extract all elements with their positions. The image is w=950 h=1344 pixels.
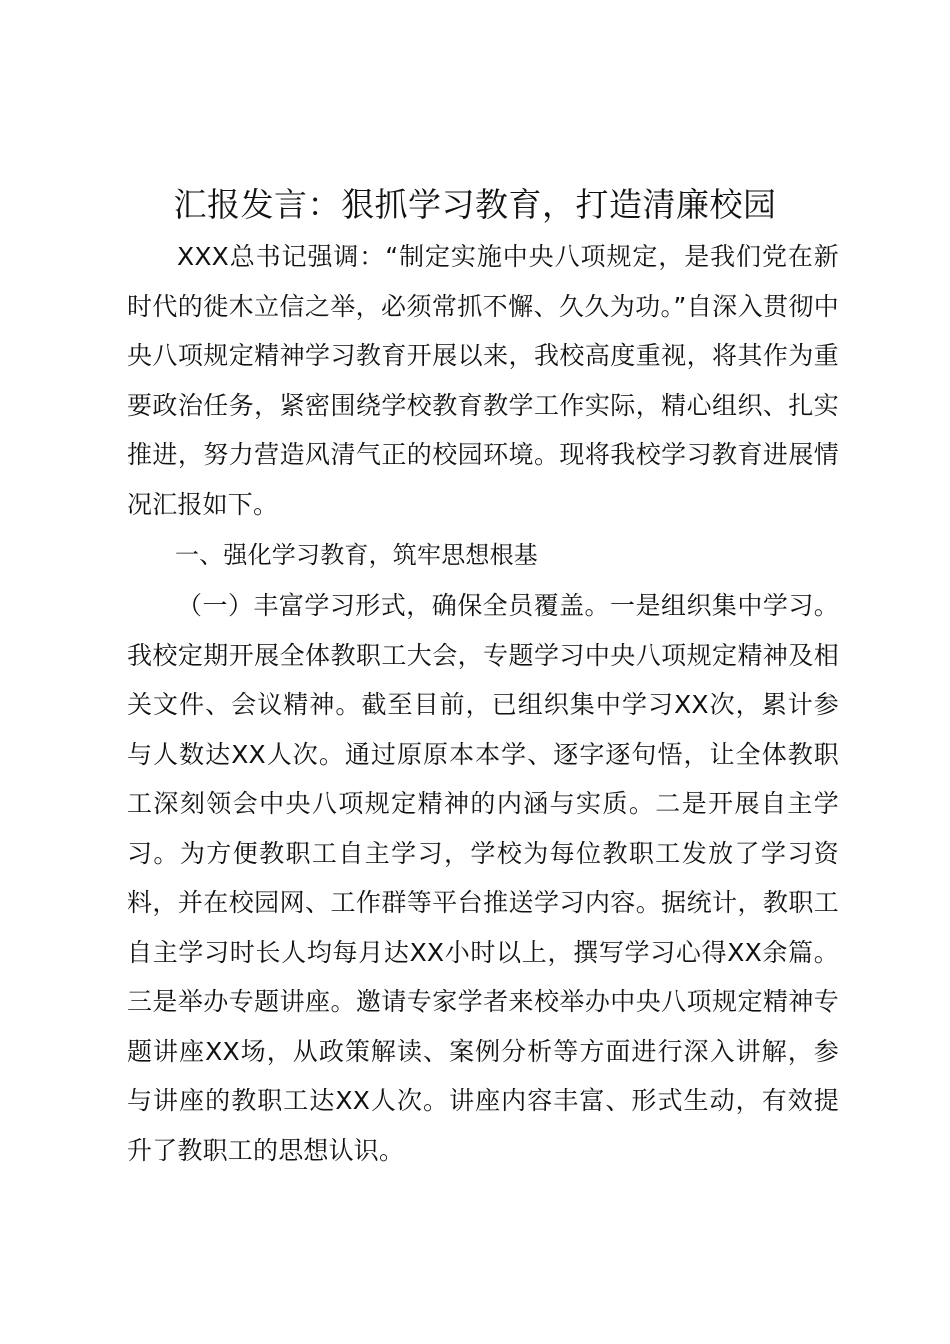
intro-paragraph: XXX总书记强调：“制定实施中央八项规定，是我们党在新时代的徙木立信之举，必须常抓不懈、久久为功。”自深入贯彻中央八项规定精神学习教育开展以来，我校高度重视，将其作为重要政治任务，紧密围绕学校教育教学工作实际，精心组织、扎实推进，努力营造风清气正的校园环境。现将我校学习教育进展情况汇报如下。 (127, 242, 839, 519)
section-paragraph: （一）丰富学习形式，确保全员覆盖。一是组织集中学习。我校定期开展全体教职工大会，专题学习中央八项规定精神及相关文件、会议精神。截至目前，已组织集中学习XX次，累计参与人数达XX人次。通过原原本本学、逐字逐句悟，让全体教职工深刻领会中央八项规定精神的内涵与实质。二是开展自主学习。为方便教职工自主学习，学校为每位教职工发放了学习资料，并在校园网、工作群等平台推送学习内容。据统计，教职工自主学习时长人均每月达XX小时以上，撰写学习心得XX余篇。三是举办专题讲座。邀请专家学者来校举办中央八项规定精神专题讲座XX场，从政策解读、案例分析等方面进行深入讲解，参与讲座的教职工达XX人次。讲座内容丰富、形式生动，有效提升了教职工的思想认识。 (127, 591, 839, 1165)
document-title: 汇报发言：狠抓学习教育，打造清廉校园 (173, 185, 777, 224)
section-heading: 一、强化学习教育，筑牢思想根基 (175, 541, 538, 569)
document-body (127, 232, 839, 1175)
